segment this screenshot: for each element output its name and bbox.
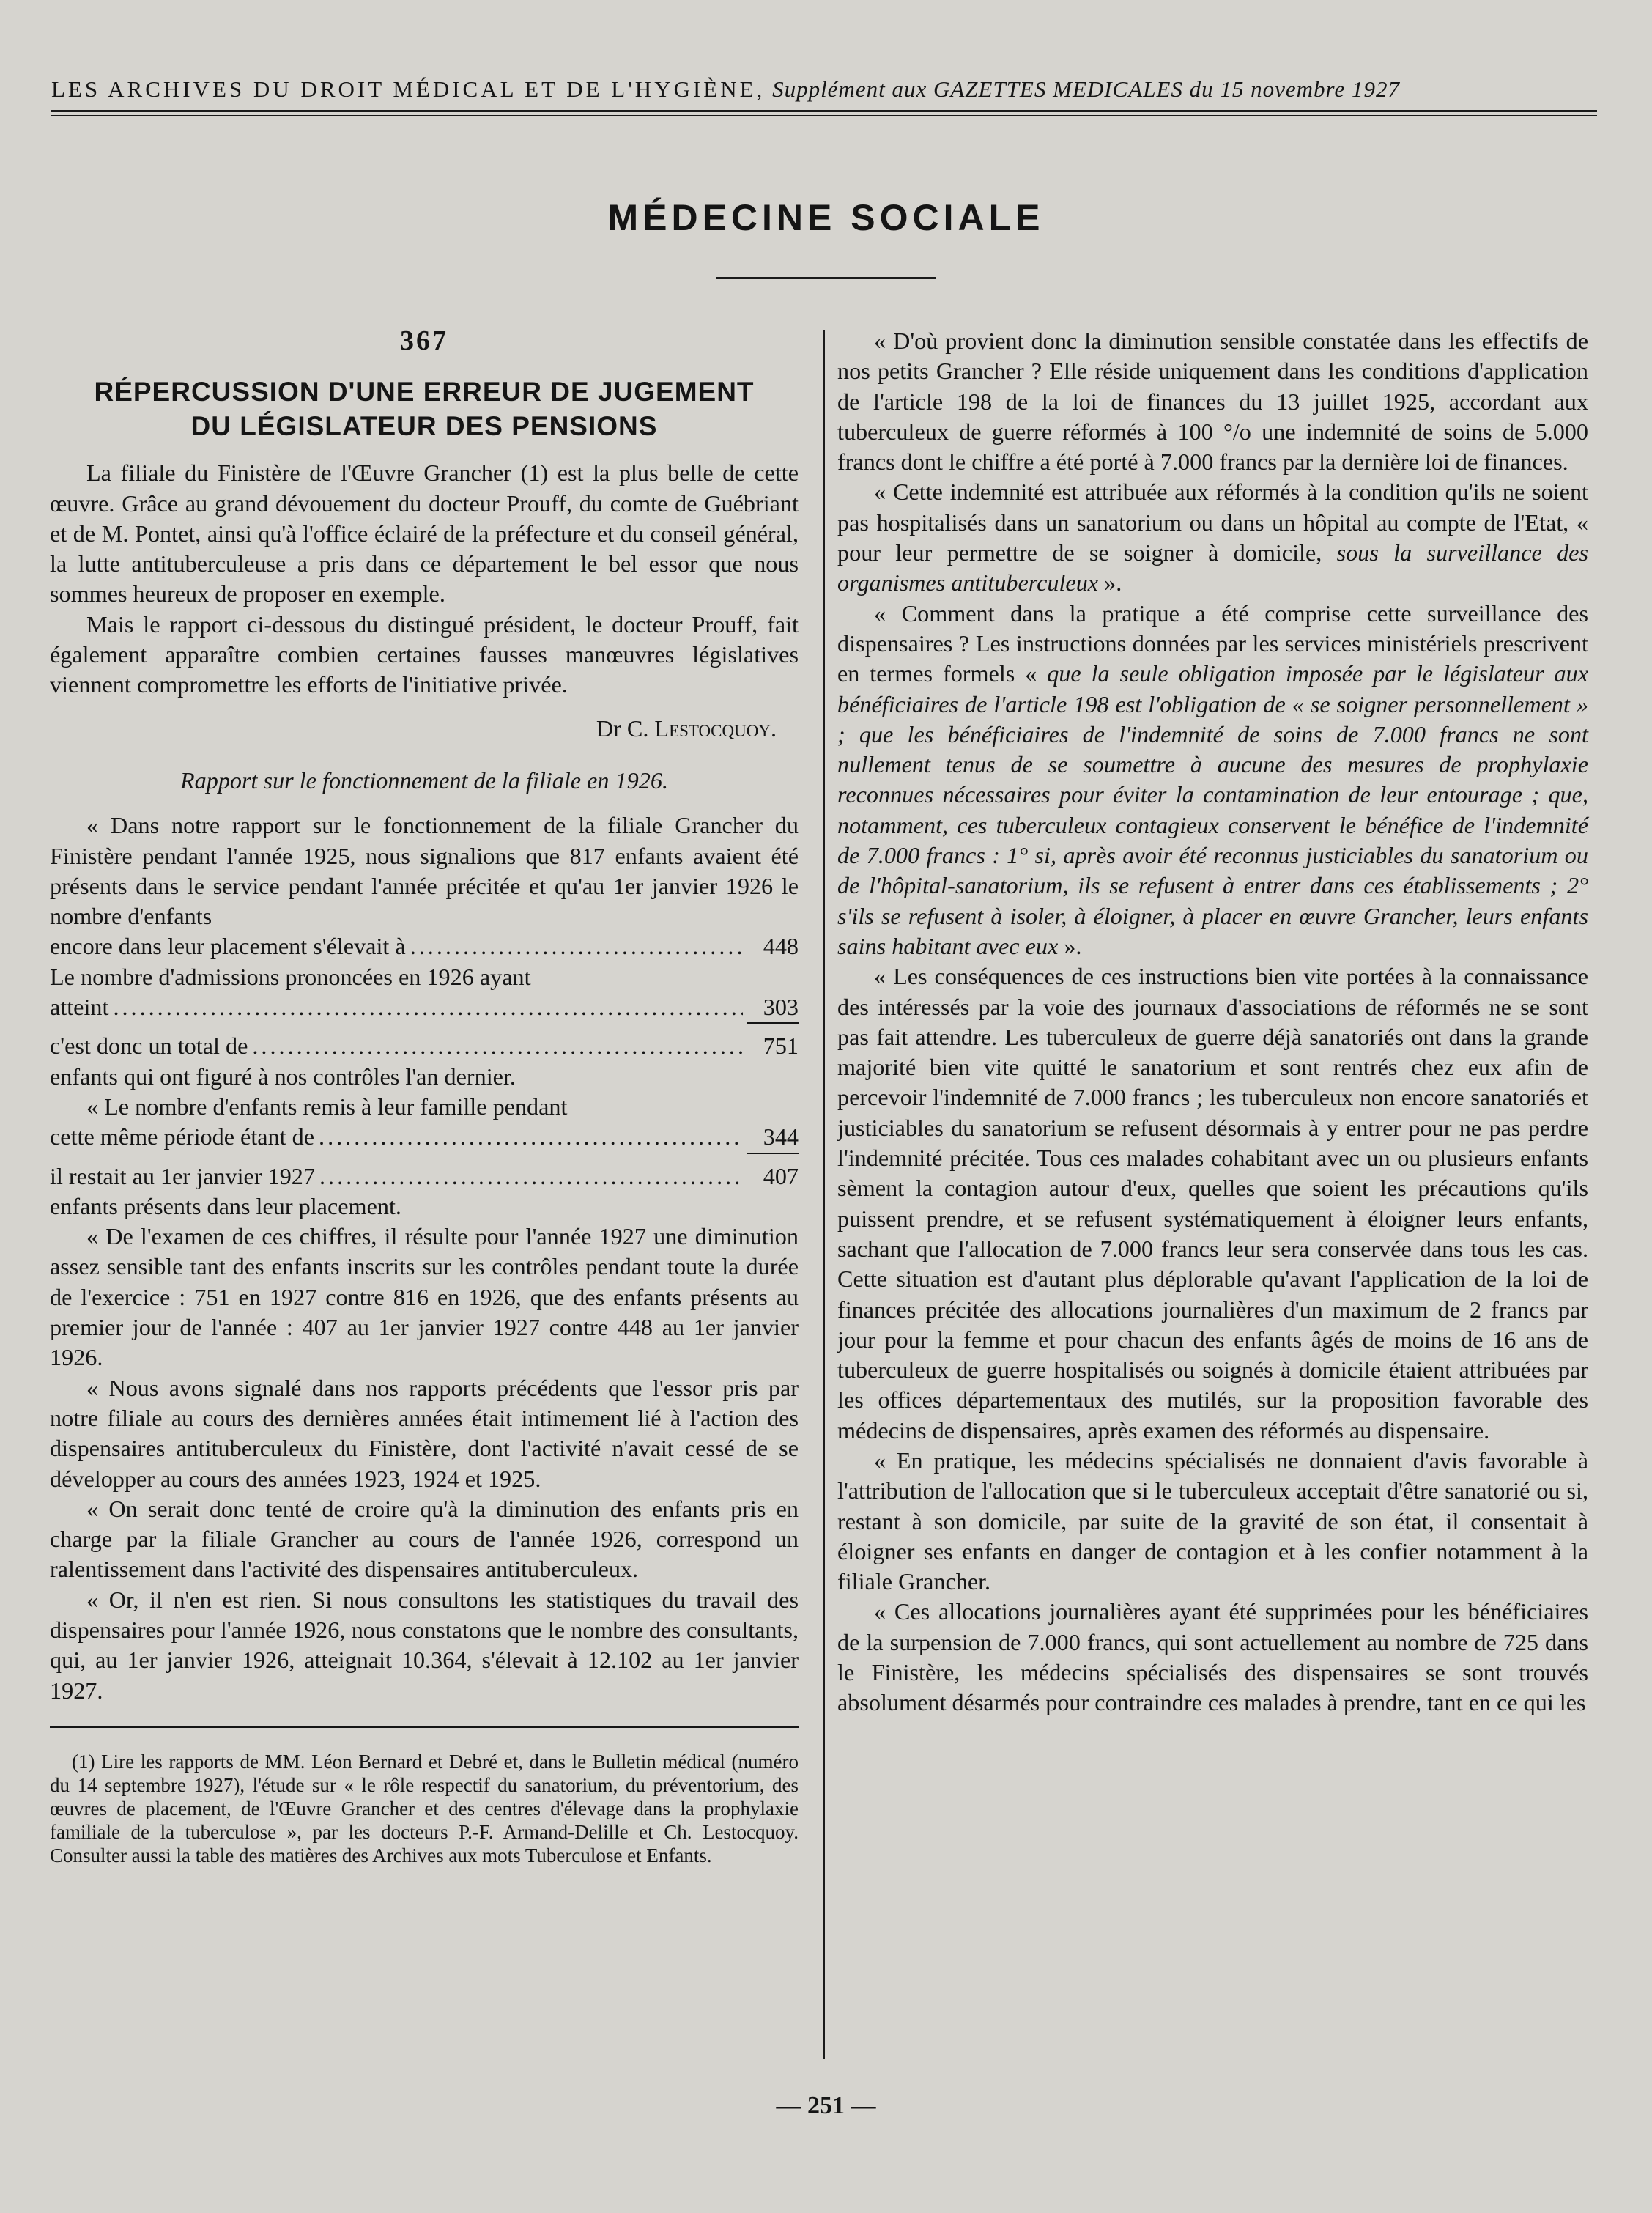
stat-value: 407 [763, 1162, 799, 1189]
running-head [51, 76, 1597, 103]
stat-row-admissions-label: Le nombre d'admissions prononcées en 1926 ayant [50, 963, 531, 990]
stat-value: 344 [747, 1122, 799, 1153]
stat-label: cette même période étant de [50, 1123, 315, 1150]
right-paragraph-6: « Ces allocations journalières ayant été supprimées pour les bénéficiaires de la surpension de 7.000 francs, qui sont actuellement au nombre de 725 dans le Finistère, les médecins spécialisés des dispensaires se sont trouvés absolument désarmés pour contraindre ces malades à prendre, tant en ce qui les [837, 1598, 1588, 1716]
stat-label: il restait au 1er janvier 1927 [50, 1162, 315, 1189]
stat-row-placement [50, 931, 799, 961]
stat-row-total-after: enfants qui ont figuré à nos contrôles l'an dernier. [50, 1063, 516, 1090]
left-paragraph-2: « De l'examen de ces chiffres, il résulte pour l'année 1927 une diminution assez sensible tant des enfants inscrits sur les contrôles pendant toute la durée de l'exercice : 751 en 1927 contre 816 en 1926, que des enfants présents au premier jour de l'année : 407 au 1er janvier 1927 contre 448 au 1er janvier 1926. [50, 1223, 799, 1371]
stat-value: 303 [747, 992, 799, 1024]
right-paragraph-3-close: ». [1064, 932, 1082, 959]
stat-label: c'est donc un total de [50, 1032, 248, 1060]
right-paragraph-3-text: « Comment dans la pratique a été comprise cette surveillance des dispensaires ? Les instructions données par les services ministériels prescrivent en termes formels « [837, 599, 1588, 687]
section-rule [716, 277, 936, 279]
left-paragraph-5: « Or, il n'en est rien. Si nous consultons les statistiques du travail des dispensaires pour l'année 1926, nous constatons que le nombre des consultants, qui, au 1er janvier 1926, atteignait 10.364, s'élevait à 12.102 au 1er janvier 1927. [50, 1586, 799, 1704]
left-paragraph-4: « On serait donc tenté de croire qu'à la diminution des enfants pris en charge par la filiale Grancher au cours de l'année 1926, correspond un ralentissement dans l'activité des dispensaires antituberculeux. [50, 1495, 799, 1583]
footnote-text: (1) Lire les rapports de MM. Léon Bernard et Debré et, dans le Bulletin médical (numéro du 14 septembre 1927), l'étude sur « le rôle respectif du sanatorium, du préventorium, des œuvres de placement, de l'Œuvre Grancher et des centres d'élevage dans la prophylaxie familiale de la tuberculose », par les docteurs P.-F. Armand-Delille et Ch. Lestocquoy. Consulter aussi la table des matières des Archives aux mots Tuberculose et Enfants. [50, 1750, 799, 1866]
leader-dots [319, 1122, 743, 1152]
signature-title: Dr [596, 714, 621, 742]
article-title-line-2: DU LÉGISLATEUR DES PENSIONS [190, 411, 658, 442]
stat-row-remaining [50, 1161, 799, 1192]
article-number: 367 [400, 325, 448, 356]
article-title-line-1: RÉPERCUSSION D'UNE ERREUR DE JUGEMENT [94, 377, 755, 407]
report-heading: Rapport sur le fonctionnement de la filiale en 1926. [179, 766, 668, 794]
stat-row-admissions [50, 992, 799, 1024]
signature [50, 714, 777, 744]
footnote [50, 1726, 799, 1867]
section-title: MÉDECINE SOCIALE [607, 197, 1045, 238]
supplement-line: Supplément aux GAZETTES MEDICALES du 15 novembre 1927 [772, 76, 1400, 102]
journal-name: LES ARCHIVES DU DROIT MÉDICAL ET DE L'HYGIÈNE, [51, 76, 766, 102]
right-paragraph-3 [837, 599, 1588, 962]
right-paragraph-2-close: ». [1104, 569, 1122, 596]
right-paragraph-2-text: « Cette indemnité est attribuée aux réformés à la condition qu'ils ne soient pas hospitalisés dans un sanatorium ou dans un hôpital au compte de l'Etat, « pour leur permettre de se soigner à domicile, [837, 479, 1588, 566]
page-number: — 251 — [776, 2092, 876, 2119]
right-column [837, 326, 1588, 1718]
article-title [50, 374, 799, 443]
header-rule [51, 110, 1597, 112]
stat-row-total [50, 1031, 799, 1061]
left-paragraph-3: « Nous avons signalé dans nos rapports précédents que l'essor pris par notre filiale au cours des dernières années était intimement lié à l'action des dispensaires antituberculeux du Finistère, dont l'activité n'avait cessé de se développer au cours des années 1923, 1924 et 1925. [50, 1374, 799, 1492]
leader-dots [113, 992, 743, 1022]
stat-label: encore dans leur placement s'élevait à [50, 933, 406, 960]
stat-label: atteint [50, 994, 109, 1021]
leader-dots [252, 1031, 743, 1061]
leader-dots [410, 931, 743, 961]
column-divider [823, 330, 825, 2059]
right-paragraph-2-italic: sous la surveillance des organismes antituberculeux [837, 539, 1588, 596]
right-paragraph-5: « En pratique, les médecins spécialisés ne donnaient d'avis favorable à l'attribution de l'allocation que si le tuberculeux acceptait d'être sanatorié ou si, restant à son domicile, par suite de la gravité de son état, il consentait à éloigner ses enfants en danger de contagion et à les confier notamment à la filiale Grancher. [837, 1447, 1588, 1595]
stat-row-remis-label: « Le nombre d'enfants remis à leur famille pendant [86, 1093, 568, 1120]
leader-dots [319, 1161, 743, 1192]
signature-name: C. Lestocquoy. [626, 714, 777, 742]
intro-paragraph-2: Mais le rapport ci-dessous du distingué président, le docteur Prouff, fait également apparaître combien certaines fausses manœuvres législatives viennent compromettre les efforts de l'initiative privée. [50, 610, 799, 698]
stat-value: 448 [763, 933, 799, 960]
report-paragraph-1: « Dans notre rapport sur le fonctionnement de la filiale Grancher du Finistère pendant l'année 1925, nous signalions que 817 enfants avaient été présents dans le service pendant l'année précitée et qu'au 1er janvier 1926 le nombre d'enfants [50, 812, 799, 930]
stat-value: 751 [763, 1032, 799, 1060]
intro-paragraph-1: La filiale du Finistère de l'Œuvre Grancher (1) est la plus belle de cette œuvre. Grâce au grand dévouement du docteur Prouff, du comte de Guébriant et de M. Pontet, ainsi qu'à l'office éclairé de la préfecture et du conseil général, la lutte antituberculeuse a pris dans ce département le bel essor que nous sommes heureux de proposer en exemple. [50, 459, 799, 607]
right-paragraph-4: « Les conséquences de ces instructions bien vite portées à la connaissance des intéressés par la voie des journaux d'associations de réformés ne se sont pas fait attendre. Les tuberculeux de guerre déjà sanatoriés ont dans la grande majorité bien vite quitté le sanatorium et sont rentrés chez eux afin de percevoir l'indemnité de 7.000 francs ; les tuberculeux non encore sanatoriés et justiciables du sanatorium se refusent désormais à y entrer pour ne pas perdre l'indemnité précitée. Tous ces malades cohabitant avec un ou plusieurs enfants sèment la contagion autour d'eux, quelles que soient les précautions qu'ils puissent prendre, et se refusent systématiquement à éloigner leurs enfants, sachant que l'allocation de 7.000 francs leur sera conservée dans tous les cas. Cette situation est d'autant plus déplorable qu'avant l'application de la loi de finances précitée des allocations journalières d'un maximum de 2 francs par jour pour la femme et pour chacun des enfants âgés de moins de 16 ans de tuberculeux de guerre hospitalisés ou soignés à domicile étaient attribuées par les offices départementaux des mutilés, sur la proposition favorable des médecins de dispensaires, après examen des réformés au dispensaire. [837, 963, 1588, 1444]
right-paragraph-3-italic: que la seule obligation imposée par le législateur aux bénéficiaires de l'article 198 est l'obligation de « se soigner personnellement » ; que les bénéficiaires de l'indemnité de soins de 7.000 francs ne sont nullement tenus de se soumettre à aucune des mesures de prophylaxie reconnues nécessaires pour éviter la contamination de leur entourage ; que, notamment, ces tuberculeux contagieux conservent le bénéfice de l'indemnité de 7.000 francs : 1° si, après avoir été reconnus justiciables du sanatorium ou de l'hôpital-sanatorium, ils se refusent à entrer dans ces établissements ; 2° s'ils se refusent à isoler, à éloigner, à placer en œuvre Grancher, leurs enfants sains habitant avec eux [837, 660, 1589, 959]
stat-row-remaining-after: enfants présents dans leur placement. [50, 1192, 401, 1219]
stat-row-remis [50, 1122, 799, 1153]
header-rule-thin [51, 115, 1597, 116]
right-paragraph-2 [837, 477, 1588, 598]
right-paragraph-1: « D'où provient donc la diminution sensible constatée dans les effectifs de nos petits Grancher ? Elle réside uniquement dans les conditions d'application de l'article 198 de la loi de finances du 13 juillet 1925, accordant aux tuberculeux de guerre réformés à 100 °/o une indemnité de soins de 5.000 francs dont le chiffre a été porté à 7.000 francs par la dernière loi de finances. [837, 328, 1588, 476]
left-column [50, 326, 799, 1867]
